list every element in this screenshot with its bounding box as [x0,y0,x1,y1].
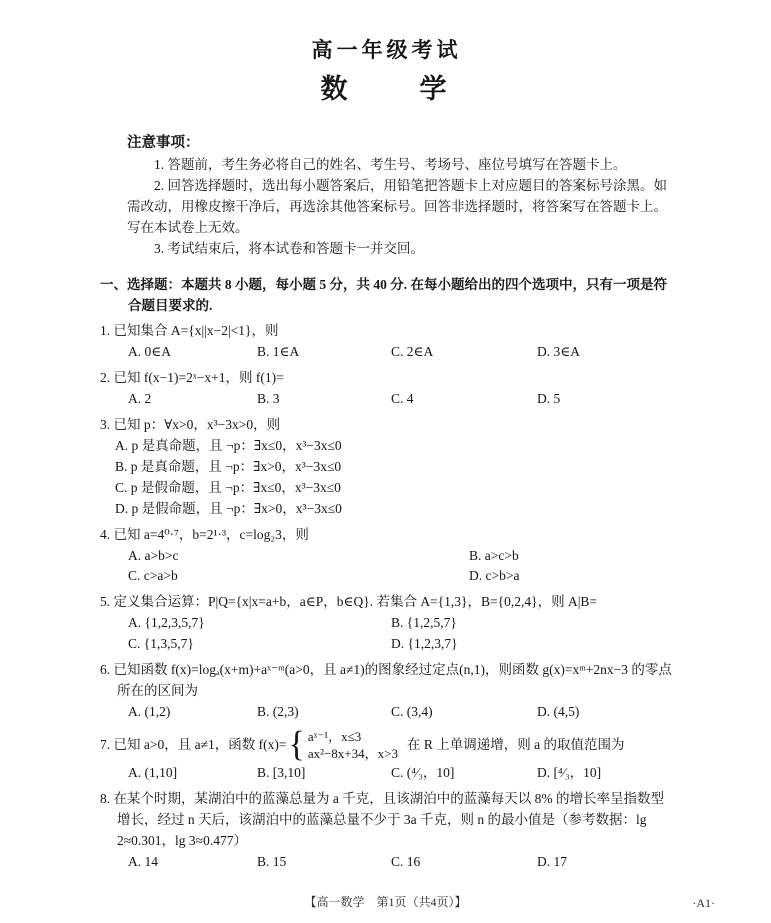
question-2 [100,368,673,410]
question-2-options [128,389,673,410]
option-a: A. 14 [128,853,158,869]
option-d: D. 3∈A [537,344,580,360]
question-3-options [115,436,673,520]
exam-title: 高一年级考试 [311,38,462,62]
question-4-options [128,546,673,588]
notice-section [127,132,673,259]
question-7-stem [100,725,673,765]
question-3-stem: 3. 已知 p：∀x>0，x³−3x>0，则 [100,417,281,432]
question-6 [100,660,673,723]
question-6-stem: 6. 已知函数 f(x)=logₐ(x+m)+aˣ⁻ᵐ(a>0，且 a≠1)的图象经过定点(n,1)，则函数 g(x)=xᵐ+2nx−3 的零点所在的区间为 [100,662,672,699]
option-c: C. c>a>b [128,568,178,584]
question-1-options [128,342,673,363]
option-d: D. 5 [537,391,561,407]
option-d: D. [⁴⁄₃，10] [537,765,602,780]
question-8-stem: 8. 在某个时期，某湖泊中的蓝藻总量为 a 千克，且该湖泊中的蓝藻每天以 8% 的增长率呈指数型增长，经过 n 天后，该湖泊中的蓝藻总量不少于 3a 千克，则 n 的最小值是（参考数据：lg 2≈0.301，lg 3≈0.477） [100,790,664,848]
question-1 [100,321,673,363]
exam-subject: 数 学 [320,73,453,104]
option-b: B. 15 [257,853,287,869]
option-b: B. (2,3) [257,703,299,719]
notice-item-1: 1. 答题前，考生务必将自己的姓名、考生号、考场号、座位号填写在答题卡上。 [154,156,627,172]
question-3 [100,415,673,520]
option-a: A. {1,2,3,5,7} [128,615,205,631]
page-footer [0,893,771,912]
option-b: B. {1,2,5,7} [391,615,457,631]
notice-heading: 注意事项： [127,135,200,152]
question-8-options [128,852,673,873]
option-c: C. p 是假命题，且 ¬p：∃x≤0，x³−3x≤0 [115,479,341,495]
option-d: D. 17 [537,853,567,869]
option-a: A. p 是真命题，且 ¬p：∃x≤0，x³−3x≤0 [115,437,342,453]
option-c: C. {1,3,5,7} [128,636,194,652]
footer-page-label: 【高一数学 第1页（共4页）】 [304,895,467,910]
question-5-stem: 5. 定义集合运算：P|Q={x|x=a+b，a∈P，b∈Q}. 若集合 A={1,3}，B={0,2,4}，则 A|B= [100,594,598,610]
option-d: D. (4,5) [537,703,580,719]
option-a: A. 2 [128,391,152,407]
option-a: A. (1,2) [128,703,171,719]
option-b: B. 1∈A [257,344,300,360]
option-c: C. 16 [391,853,421,869]
stem-prefix: 7. 已知 a>0，且 a≠1，函数 f(x)= [100,736,287,752]
option-c: C. 4 [391,391,414,407]
question-4-stem: 4. 已知 a=4⁰·⁷，b=2¹·³，c=log₂3，则 [100,526,309,542]
footer-code: ·A1· [692,896,715,911]
stem-suffix: 在 R 上单调递增，则 a 的取值范围为 [406,736,625,752]
option-a: A. a>b>c [128,547,179,563]
option-d: D. {1,2,3,7} [391,636,458,652]
question-2-stem: 2. 已知 f(x−1)=2ˣ−x+1，则 f(1)= [100,370,284,386]
question-1-stem: 1. 已知集合 A={x||x−2|<1}，则 [100,323,279,339]
option-a: A. 0∈A [128,344,171,360]
option-b: B. 3 [257,391,280,407]
piecewise-case-2: ax²−8x+34，x>3 [307,746,398,762]
option-d: D. c>b>a [469,568,520,584]
notice-item-2: 2. 回答选择题时，选出每小题答案后，用铅笔把答题卡上对应题目的答案标号涂黑。如需改动，用橡皮擦干净后，再选涂其他答案标号。回答非选择题时，将答案写在答题卡上。写在本试卷上无效。 [127,177,667,235]
option-b: B. [3,10] [257,765,306,780]
question-4 [100,525,673,588]
question-7-options [128,763,673,784]
question-6-options [128,702,673,723]
question-5 [100,592,673,655]
option-c: C. 2∈A [391,344,434,360]
piecewise-cases [308,728,398,763]
question-5-options [128,613,673,655]
section-heading: 一、选择题：本题共 8 小题，每小题 5 分，共 40 分. 在每小题给出的四个选项中，只有一项是符合题目要求的. [100,277,667,314]
option-b: B. a>c>b [469,547,519,563]
option-b: B. p 是真命题，且 ¬p：∃x>0，x³−3x≤0 [115,458,342,474]
option-a: A. (1,10] [128,765,178,780]
piecewise-brace: { [288,725,305,765]
option-d: D. p 是假命题，且 ¬p：∃x>0，x³−3x≤0 [115,500,342,516]
notice-item-3: 3. 考试结束后，将本试卷和答题卡一并交回。 [154,240,424,256]
piecewise-case-1: aˣ⁻¹，x≤3 [307,728,362,744]
option-c: C. (⁴⁄₃，10] [391,765,455,780]
question-8 [100,789,673,873]
question-7 [100,725,673,784]
option-c: C. (3,4) [391,703,433,719]
